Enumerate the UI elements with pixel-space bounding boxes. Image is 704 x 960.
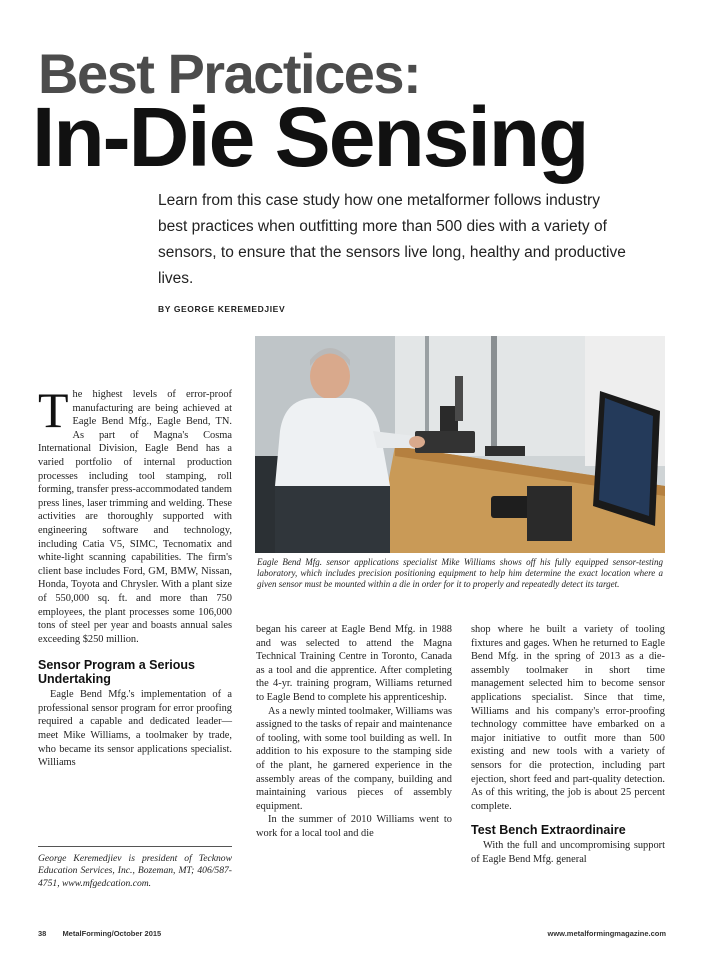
- drop-cap: T: [38, 382, 69, 438]
- headline-line-2: In-Die Sensing: [32, 90, 588, 184]
- footer-left: [38, 929, 161, 938]
- column3-paragraph-2: With the full and uncompromising support of Eagle Bend Mfg. general: [471, 840, 665, 865]
- column2-paragraph-3: In the summer of 2010 Williams went to work for a local tool and die: [256, 814, 452, 839]
- intro-text: he highest levels of error-proof manufacturing are being achieved at Eagle Bend Mfg., Eagle Bend, TN. As part of Magna's Cosma International Division, Eagle Bend has a varied portfolio of internal production processes including tool stamping, roll forming, transfer press-accommodated tandem press lines, laser trimming and welding. These activities are thoroughly supported with engineering software and technology, including Catia V5, SIMC, Tecnomatix and white-light scanning capabilities. The firm's client base includes Ford, GM, BMW, Nissan, Honda, Toyota and Chrysler. With a plant size of 550,000 sq. ft. and more than 750 employees, the plant processes some 106,000 tons of steel per year and boasts annual sales exceeding $250 million.: [38, 389, 232, 645]
- article-column-2: [256, 623, 452, 841]
- column3-paragraph-1: shop where he built a variety of tooling fixtures and gages. When he returned to Eagle Bend Mfg. in the spring of 2013 as a die-assembly toolmaker in short time management selected him to become sensor applications specialist. Since that time, Williams and his company's error-proofing technology committee have embarked on a major initiative to outfit more than 500 existing and new tools with a variety of sensors for die protection, including part ejection, short feed and part-quality detection. As of this writing, the job is about 25 percent complete.: [471, 624, 665, 812]
- photo-caption: Eagle Bend Mfg. sensor applications specialist Mike Williams shows off his fully equipped sensor-testing laboratory, which includes precision positioning equipment to help him determine the exact location where a given sensor must be mounted within a die in order for it to properly and repeatedly detect its target.: [257, 557, 663, 590]
- subhead-test-bench: Test Bench Extraordinaire: [471, 823, 626, 838]
- column1-body: Eagle Bend Mfg.'s implementation of a professional sensor program for error proofing required a capable and dedicated leader—meet Mike Williams, a toolmaker by trade, who became its sensor applications specialist. Williams: [38, 689, 232, 769]
- intro-paragraph: [38, 382, 232, 646]
- byline: BY GEORGE KEREMEDJIEV: [158, 304, 286, 314]
- article-deck: Learn from this case study how one metalformer follows industry best practices when outfitting more than 500 dies with a variety of sensors, to ensure that the sensors live long, healthy and productive lives.: [158, 192, 626, 287]
- article-column-1: [38, 382, 232, 770]
- article-column-3: [471, 623, 665, 867]
- column2-paragraph-1: began his career at Eagle Bend Mfg. in 1988 and was selected to attend the Magna Technical Training Centre in Toronto, Canada as a tool and die apprentice. After completing the 4-yr. training program, Williams returned to Eagle Bend to complete his apprenticeship.: [256, 624, 452, 703]
- page-number: 38: [38, 929, 47, 938]
- publication-name: MetalForming/October 2015: [62, 929, 162, 938]
- headline-line-1: Best Practices:: [38, 42, 421, 105]
- author-bio: George Keremedjiev is president of Tecknow Education Services, Inc., Bozeman, MT; 406/587-4751, www.mfgedcation.com.: [38, 846, 232, 890]
- footer-website-link[interactable]: www.metalformingmagazine.com: [547, 929, 666, 938]
- article-photo: [255, 336, 665, 553]
- column2-paragraph-2: As a newly minted toolmaker, Williams was assigned to the tasks of repair and maintenance of tooling, with some tool building as well. In addition to his exposure to the stamping side of the plant, he garnered experience in the assembly areas of the company, building and maintaining various pieces of assembly equipment.: [256, 705, 452, 812]
- subhead-sensor-program: Sensor Program a Serious Undertaking: [38, 658, 196, 687]
